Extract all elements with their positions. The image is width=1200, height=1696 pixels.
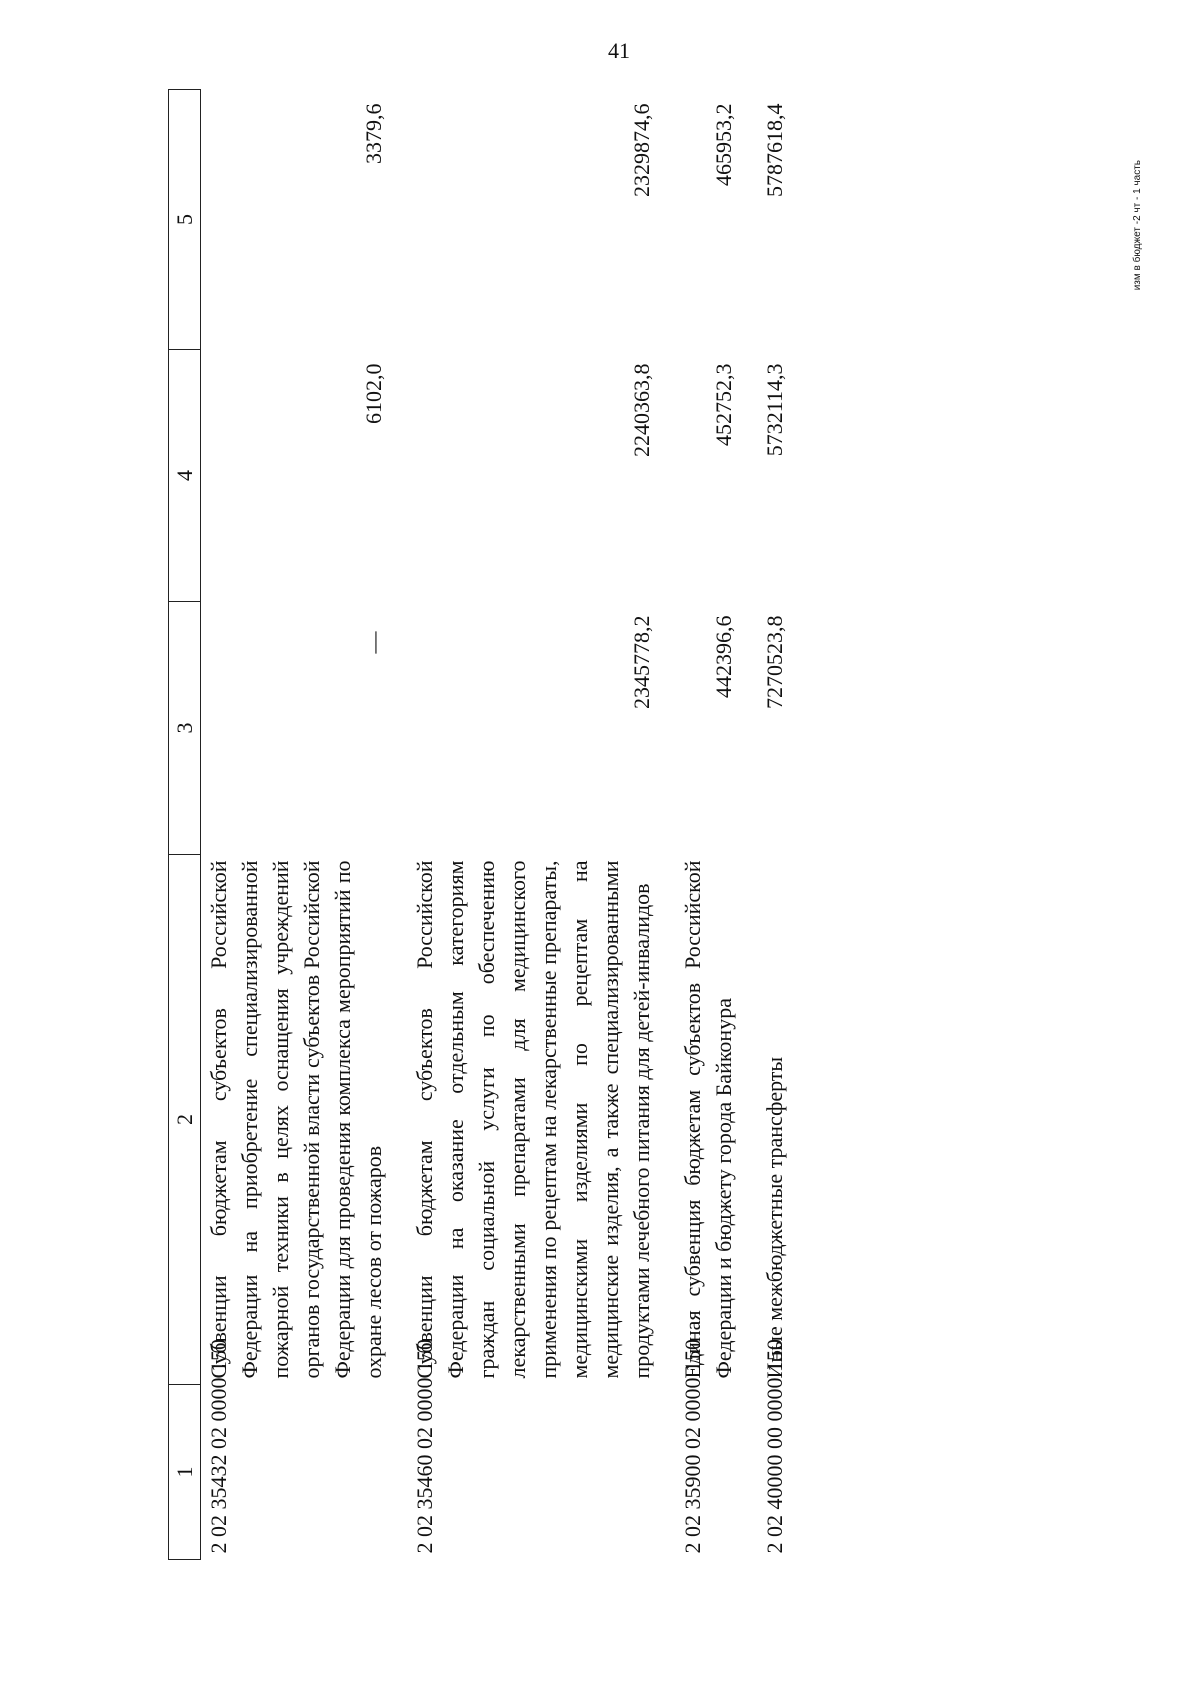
- row-code: 2 02 35460 02 0000 150: [412, 1339, 437, 1554]
- header-col-2: 2: [169, 855, 201, 1385]
- row-col5: 2329874,6: [629, 103, 654, 197]
- header-col-4: 4: [169, 350, 201, 602]
- table-row: [675, 90, 739, 1560]
- row-col4: 6102,0: [361, 363, 386, 424]
- row-col3: 442396,6: [711, 615, 736, 698]
- table-header-row: [169, 90, 201, 1560]
- row-spacer: [657, 90, 675, 1560]
- header-col-3: 3: [169, 602, 201, 855]
- header-col-5: 5: [169, 90, 201, 350]
- row-col3: 2345778,2: [629, 615, 654, 709]
- row-spacer: [389, 90, 407, 1560]
- table-row: [407, 90, 657, 1560]
- row-col3: —: [361, 631, 386, 654]
- table-row: [757, 90, 790, 1560]
- header-col-1: 1: [169, 1385, 201, 1560]
- row-col4: 5732114,3: [762, 363, 787, 457]
- row-name: Субвенции бюджетам субъектов Российской Федерации на приобретение специализированной пожарной техники в целях оснащения учреждений органов государственной власти субъектов Российской Федерации для проведения комплекса мероприятий по охране лесов от пожаров: [206, 860, 386, 1379]
- row-name: Единая субвенция бюджетам субъектов Российской Федерации и бюджету города Байконура: [680, 860, 736, 1379]
- row-name: Иные межбюджетные трансферты: [762, 1056, 787, 1379]
- row-col5: 465953,2: [711, 103, 736, 186]
- row-spacer: [739, 90, 757, 1560]
- table-row: [201, 90, 390, 1560]
- footer-note: изм в бюджет -2 чт - 1 часть: [1132, 160, 1143, 291]
- row-col5: 5787618,4: [762, 103, 787, 197]
- row-name: Субвенции бюджетам субъектов Российской Федерации на оказание отдельным категориям граждан социальной услуги по обеспечению лекарственными препаратами для медицинского применения по рецептам на лекарственные препараты, медицинскими изделиями по рецептам на медицинские изделия, а также специализированными продуктами лечебного питания для детей-инвалидов: [412, 860, 654, 1379]
- row-col4: 2240363,8: [629, 363, 654, 457]
- budget-table: [168, 89, 790, 1560]
- row-code: 2 02 35432 02 0000 150: [206, 1339, 231, 1554]
- row-col3: 7270523,8: [762, 615, 787, 709]
- row-col5: 3379,6: [361, 103, 386, 164]
- row-code: 2 02 35900 02 0000 150: [680, 1339, 705, 1554]
- budget-table-rotated: [168, 90, 868, 1560]
- row-code: 2 02 40000 00 0000 150: [762, 1339, 787, 1554]
- row-col4: 452752,3: [711, 363, 736, 446]
- page-number: 41: [608, 38, 630, 63]
